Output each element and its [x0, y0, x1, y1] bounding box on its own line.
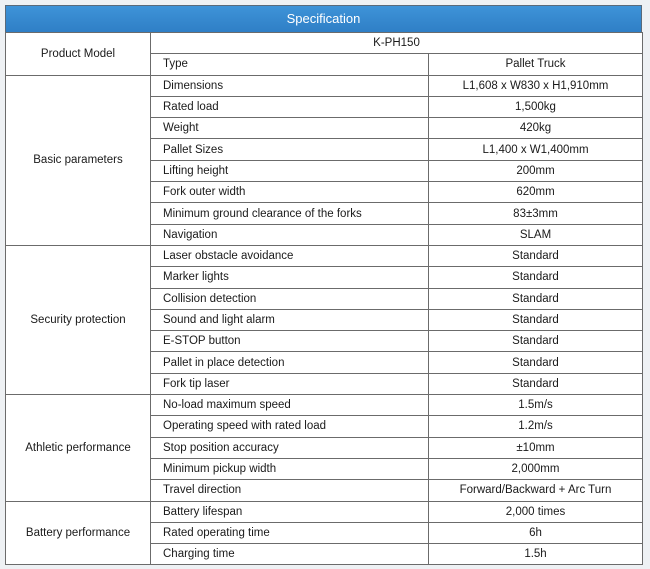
parameter-name: Stop position accuracy: [151, 437, 429, 458]
parameter-name: No-load maximum speed: [151, 395, 429, 416]
parameter-value: Standard: [429, 267, 643, 288]
parameter-name: Pallet in place detection: [151, 352, 429, 373]
parameter-name: Operating speed with rated load: [151, 416, 429, 437]
parameter-name: Fork outer width: [151, 182, 429, 203]
spec-sheet: [5, 5, 642, 565]
category-label: Athletic performance: [6, 395, 151, 501]
parameter-name: Pallet Sizes: [151, 139, 429, 160]
parameter-name: Fork tip laser: [151, 373, 429, 394]
parameter-value: Forward/Backward + Arc Turn: [429, 480, 643, 501]
parameter-value: Pallet Truck: [429, 54, 643, 75]
parameter-value: L1,608 x W830 x H1,910mm: [429, 75, 643, 96]
spec-row: [6, 501, 643, 522]
parameter-value: 1.5h: [429, 544, 643, 565]
parameter-value: Standard: [429, 373, 643, 394]
parameter-value: Standard: [429, 331, 643, 352]
parameter-value: 1.2m/s: [429, 416, 643, 437]
parameter-value: Standard: [429, 288, 643, 309]
parameter-value: SLAM: [429, 224, 643, 245]
category-label: Battery performance: [6, 501, 151, 565]
parameter-name: Laser obstacle avoidance: [151, 245, 429, 266]
parameter-value: 1,500kg: [429, 96, 643, 117]
parameter-name: E-STOP button: [151, 331, 429, 352]
parameter-value: 2,000mm: [429, 458, 643, 479]
parameter-name: Battery lifespan: [151, 501, 429, 522]
parameter-name: Dimensions: [151, 75, 429, 96]
parameter-value: 6h: [429, 522, 643, 543]
parameter-name: Minimum ground clearance of the forks: [151, 203, 429, 224]
parameter-value: 1.5m/s: [429, 395, 643, 416]
parameter-value: 200mm: [429, 160, 643, 181]
parameter-name: Collision detection: [151, 288, 429, 309]
spec-row: [6, 395, 643, 416]
spec-table: [5, 32, 643, 565]
parameter-value: L1,400 x W1,400mm: [429, 139, 643, 160]
parameter-name: Rated load: [151, 96, 429, 117]
spec-row: [6, 245, 643, 266]
parameter-value: ±10mm: [429, 437, 643, 458]
parameter-value: 420kg: [429, 118, 643, 139]
parameter-name: Rated operating time: [151, 522, 429, 543]
parameter-name: Sound and light alarm: [151, 309, 429, 330]
parameter-value: Standard: [429, 352, 643, 373]
parameter-name: Travel direction: [151, 480, 429, 501]
spec-table-body: [6, 33, 643, 565]
parameter-value: Standard: [429, 245, 643, 266]
parameter-value: Standard: [429, 309, 643, 330]
parameter-value: 83±3mm: [429, 203, 643, 224]
parameter-name: Navigation: [151, 224, 429, 245]
product-model-value: K-PH150: [151, 33, 643, 54]
spec-header: Specification: [5, 5, 642, 32]
product-model-label: Product Model: [6, 33, 151, 76]
parameter-name: Lifting height: [151, 160, 429, 181]
parameter-name: Weight: [151, 118, 429, 139]
parameter-value: 620mm: [429, 182, 643, 203]
spec-row: [6, 75, 643, 96]
model-row: [6, 33, 643, 54]
parameter-name: Type: [151, 54, 429, 75]
parameter-name: Charging time: [151, 544, 429, 565]
category-label: Security protection: [6, 245, 151, 394]
parameter-name: Minimum pickup width: [151, 458, 429, 479]
parameter-value: 2,000 times: [429, 501, 643, 522]
category-label: Basic parameters: [6, 75, 151, 245]
parameter-name: Marker lights: [151, 267, 429, 288]
